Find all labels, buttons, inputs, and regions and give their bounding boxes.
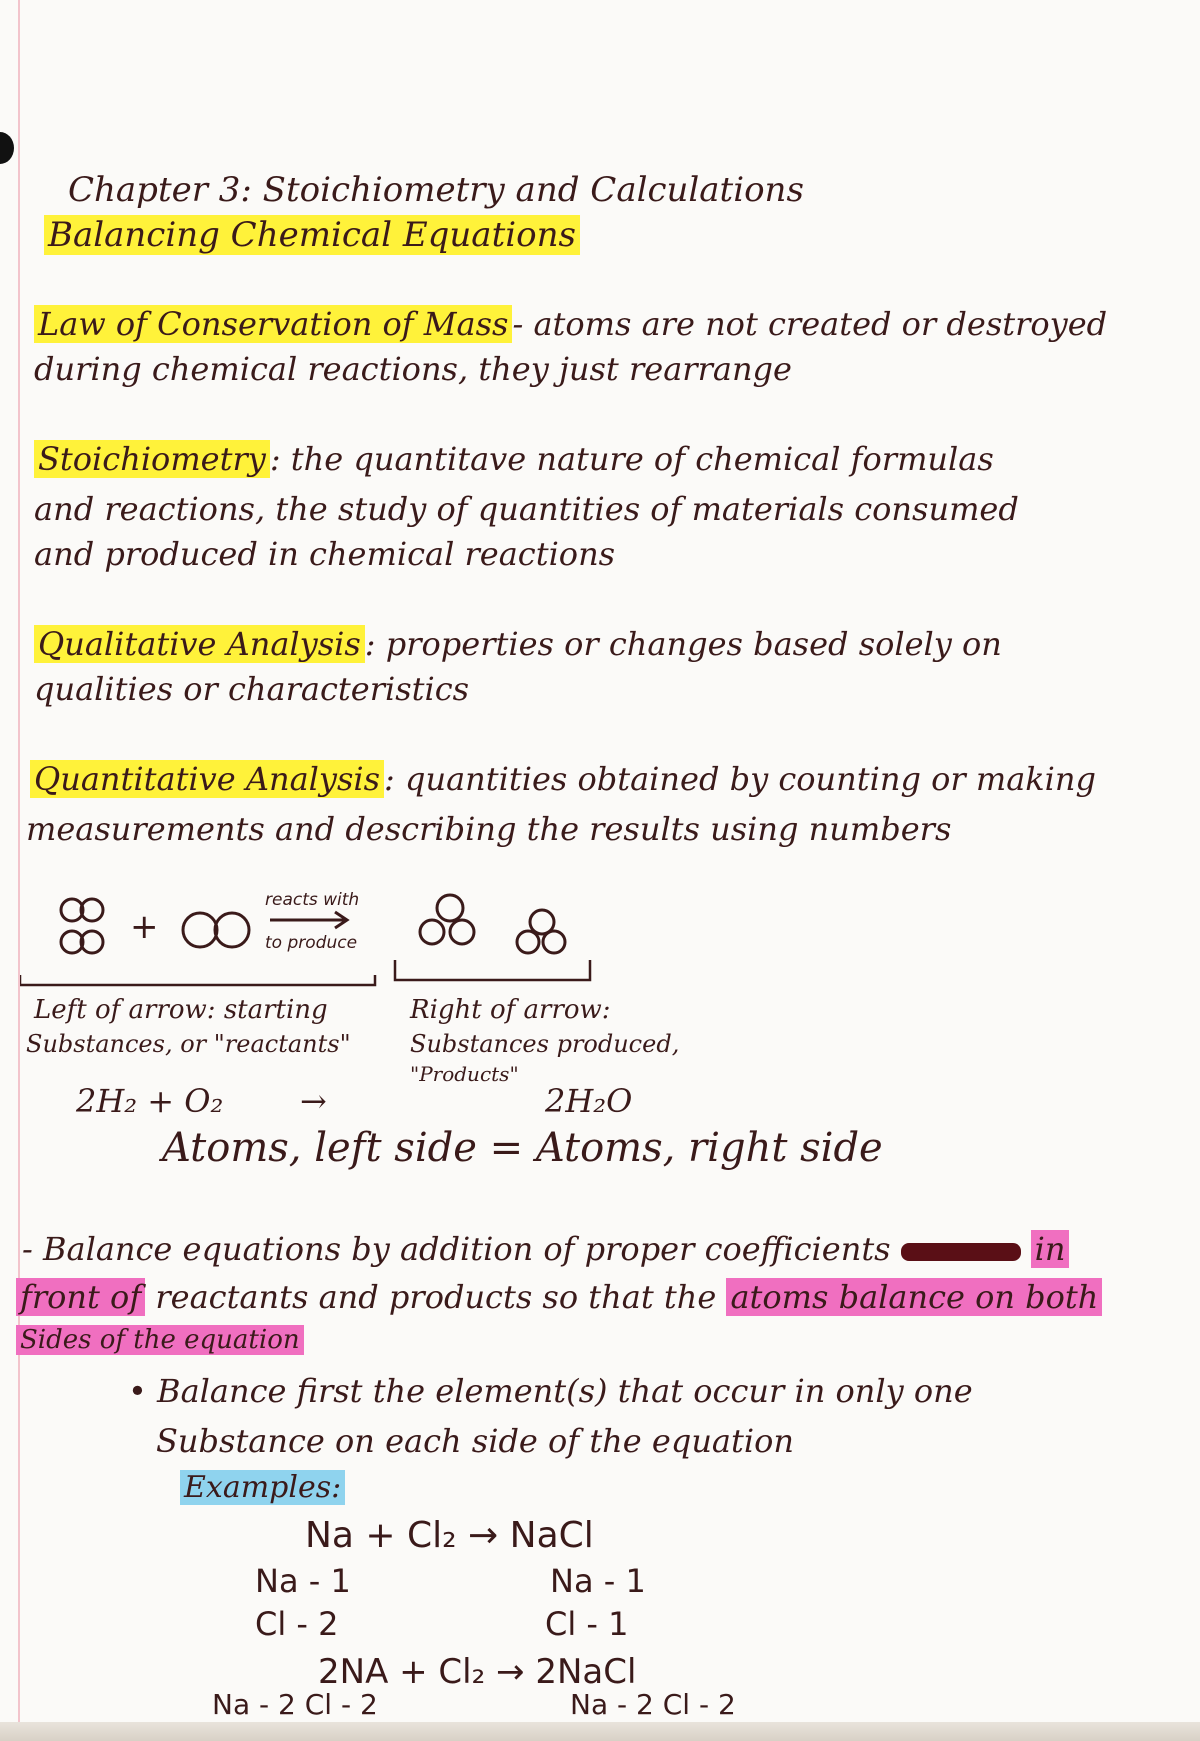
equation-product: 2H₂O [545, 1082, 633, 1120]
example-1-left-cl: Cl - 2 [255, 1605, 339, 1643]
quant-def-1: : quantities obtained by counting or making [384, 760, 1096, 798]
bullet-line-2: Substance on each side of the equation [156, 1422, 794, 1460]
to-produce-label: to produce [265, 933, 358, 953]
product-h2o-molecule-1 [420, 895, 474, 944]
left-label-2: Substances, or "reactants" [26, 1030, 351, 1058]
section-heading-text: Balancing Chemical Equations [44, 215, 580, 255]
stoich-term: Stoichiometry [34, 440, 270, 478]
example-1-right-cl: Cl - 1 [545, 1605, 629, 1643]
example-1-equation: Na + Cl₂ → NaCl [305, 1515, 594, 1556]
page-title: Chapter 3: Stoichiometry and Calculations [68, 170, 804, 210]
law-def-2: during chemical reactions, they just rearrange [34, 350, 792, 388]
law-term: Law of Conservation of Mass [34, 305, 512, 343]
example-2-left-counts: Na - 2 Cl - 2 [212, 1688, 378, 1721]
qual-term: Qualitative Analysis [34, 625, 365, 663]
binder-hole [0, 132, 14, 164]
qual-line-1 [34, 625, 1002, 663]
example-1-right-na: Na - 1 [550, 1562, 646, 1600]
right-label-2: Substances produced, [410, 1030, 680, 1058]
balance-text-1b: in [1031, 1230, 1070, 1268]
balance-text-2c: atoms balance on both [726, 1278, 1102, 1316]
atoms-rule: Atoms, left side = Atoms, right side [162, 1125, 883, 1171]
examples-label [180, 1470, 345, 1505]
example-2-right-counts: Na - 2 Cl - 2 [570, 1688, 736, 1721]
reactants-bracket [20, 975, 375, 985]
balance-line-3 [16, 1325, 304, 1355]
balance-text-1a: - Balance equations by addition of proper coefficients [22, 1230, 891, 1268]
reactant-h2-molecules [61, 899, 103, 953]
equation-arrow: → [300, 1082, 327, 1120]
products-bracket [395, 960, 590, 980]
balance-line-1 [22, 1230, 1069, 1268]
molecule-diagram [20, 880, 740, 1000]
section-heading [44, 215, 580, 255]
examples-label-text: Examples: [180, 1470, 345, 1505]
product-h2o-molecule-2 [517, 910, 565, 953]
example-1-left-na: Na - 1 [255, 1562, 351, 1600]
law-def-1: - atoms are not created or destroyed [512, 305, 1108, 343]
stoich-def-1: : the quantitave nature of chemical formulas [269, 440, 994, 478]
stoich-def-3: and produced in chemical reactions [34, 535, 616, 573]
page-bottom-edge [0, 1722, 1200, 1741]
quant-term: Quantitative Analysis [30, 760, 384, 798]
example-2-equation: 2NA + Cl₂ → 2NaCl [318, 1652, 637, 1692]
law-line-1 [34, 305, 1107, 343]
right-label-1: Right of arrow: [410, 995, 611, 1025]
right-label-3: "Products" [410, 1062, 519, 1086]
stoich-line-1 [34, 440, 994, 478]
qual-def-2: qualities or characteristics [34, 670, 470, 708]
quant-line-1 [30, 760, 1096, 798]
balance-text-2b: reactants and products so that the [145, 1278, 727, 1316]
bullet-line-1: • Balance first the element(s) that occur in only one [128, 1372, 973, 1410]
balance-line-2 [16, 1278, 1102, 1316]
balance-text-3: Sides of the equation [16, 1325, 304, 1355]
reactant-o2-molecule [183, 913, 249, 947]
balance-text-2a: front of [16, 1278, 145, 1316]
qual-def-1: : properties or changes based solely on [364, 625, 1002, 663]
quant-def-2: measurements and describing the results using numbers [26, 810, 952, 848]
scribble-out [901, 1243, 1021, 1261]
plus-sign: + [130, 907, 159, 947]
stoich-def-2: and reactions, the study of quantities of materials consumed [34, 490, 1019, 528]
left-label-1: Left of arrow: starting [34, 995, 328, 1025]
reacts-with-label: reacts with [265, 890, 360, 910]
margin-line [18, 0, 20, 1741]
equation-reactants: 2H₂ + O₂ [76, 1082, 224, 1120]
